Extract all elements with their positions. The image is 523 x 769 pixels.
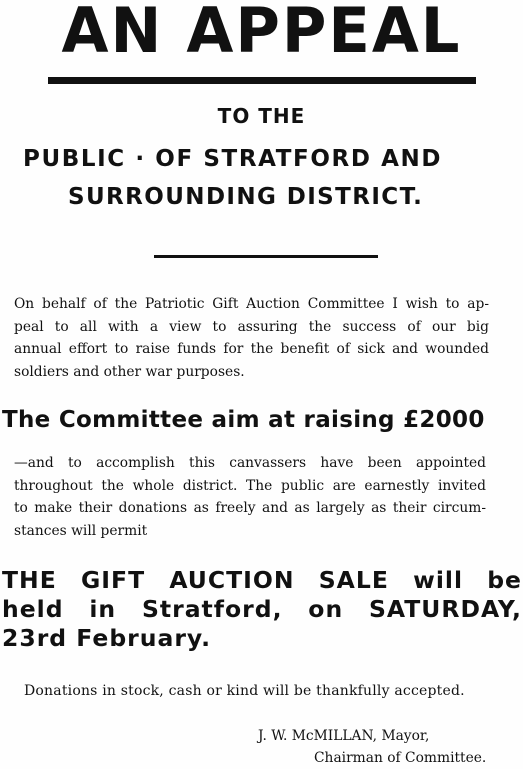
auction-sale-announcement — [2, 566, 522, 653]
paragraph-line: —and to accomplish this canvassers have been appointed — [14, 455, 486, 471]
canvassers-paragraph — [14, 452, 486, 542]
paragraph-line: soldiers and other war purposes. — [14, 363, 245, 380]
donations-note: Donations in stock, cash or kind will be thankfully accepted. — [24, 683, 465, 699]
paragraph-line: On behalf of the Patriotic Gift Auction Committee I wish to ap- — [14, 296, 489, 312]
paragraph-line: stances will permit — [14, 522, 148, 539]
subheading-district-line: SURROUNDING DISTRICT. — [68, 184, 424, 210]
subheading-to-the: TO THE — [217, 104, 306, 128]
appeal-paragraph — [14, 293, 489, 383]
subheading-public-line: PUBLIC · OF STRATFORD AND — [23, 146, 443, 172]
paragraph-line: to make their donations as freely and as largely as their circum- — [14, 500, 486, 516]
paragraph-line: peal to all with a view to assuring the success of our big — [14, 318, 489, 335]
appeal-headline: AN APPEAL — [61, 0, 462, 67]
signature-title: Chairman of Committee. — [314, 750, 487, 766]
sale-line: held in Stratford, on SATURDAY, — [2, 595, 522, 623]
paragraph-line: throughout the whole district. The public are earnestly invited — [14, 477, 486, 494]
sale-line: 23rd February. — [2, 624, 212, 652]
fundraising-aim-heading: The Committee aim at raising £2000 — [2, 407, 485, 433]
subheading-divider-rule — [154, 255, 378, 258]
paragraph-line: annual effort to raise funds for the benefit of sick and wounded — [14, 341, 489, 357]
sale-line: THE GIFT AUCTION SALE will be — [2, 566, 522, 594]
signature-name: J. W. McMILLAN, Mayor, — [258, 728, 430, 744]
heading-divider-rule — [48, 77, 476, 84]
